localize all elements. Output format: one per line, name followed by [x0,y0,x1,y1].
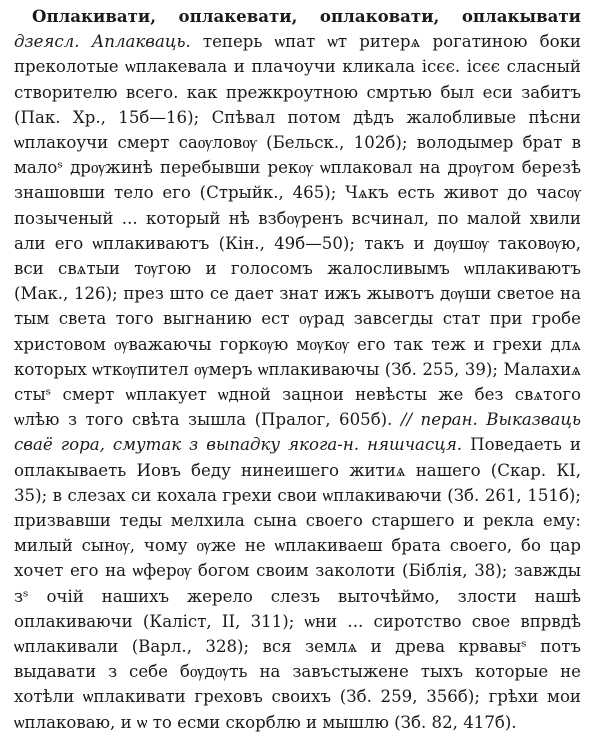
sense-gloss-1: Аплакваць. [91,32,191,52]
sense-gloss-2: Выказваць сваё гора, смутак з выпадку якога-н. няшчасця. [14,410,581,455]
sense-quotations-2: Поведаеть и оплакываеть Иовъ беду нинеишего житиѧ нашего (Скар. КІ, 35); в слезах си кохала грехи свои ѡплакиваючи (Зб. 261, 151б); призвавши теды мелхила сына своего старшего и рекла ему: милый сынѹ, чому ѹже не ѡплакиваеш брата своего, бо цар хочет его на ѡферѹ богом своим заколоти (Біблія, 38); завжды зˢ очій нашихъ жерело слезъ выточѣймо, злости нашѣ оплакиваючи (Каліст, II, 311); ѡни ... сиротство свое впрвдѣ ѡплакивали (Варл., 328); вся землѧ и древа крвавыˢ потъ выдавати з себе бѹдѹть на завъстыжене тыхъ которые не хотѣли ѡплакивати греховъ своихъ (Зб. 259, 356б); грѣхи мои ѡплаковаю, и ѡ то есми скорблю и мышлю (Зб. 82, 417б). [14,435,581,732]
sense-quotations-1: теперь ѡпат ѡт ритерѧ рогатиною боки преколотые ѡплакевала и плачоучи кликала ісєє. ісєє сласный створителю всего. как прежкроутною смртью был еси забитъ (Пак. Хр., 15б—16); Спѣвал потом дѣдъ жалобливые пѣсни ѡплакоучи смерт саѹловѹ (Бельск., 102б); володымер брат в малоˢ дрѹжинѣ перебывши рекѹ ѡплаковал на дрѹгом березѣ знашовши тело его (Стрыйк., 465); Чѧкъ есть живот до часѹ позыченый ... который нѣ взбѹренъ всчинал, по малой хвили али его ѡплакиваютъ (Кін., 49б—50); такъ и дѹшѹ таковѹю, вси свѧтыи тѹгою и голосомъ жалосливымъ ѡплакиваютъ (Мак., 126); през што се дает знат ижъ жывотъ дѹши светое на тым света того выгнанию ест ѹрад завсегды стат при гробе христовом ѹважаючы горкѹю мѹкѹ его так теж и грехи длѧ которых ѡткѹпител ѹмеръ ѡплакиваючы (Зб. 255, 39); Малахиѧ стыˢ смерт ѡплакует ѡдной зацнои невѣсты же без свѧтого ѡлѣю з того свѣта зышла (Пралог, 605б). [14,32,581,430]
figurative-marker: // перан. [392,410,478,430]
grammar-label: дзеясл. [14,32,80,52]
dictionary-entry [14,4,581,735]
entry-headword: Оплакивати, оплакевати, оплаковати, оплакывати [32,6,581,26]
